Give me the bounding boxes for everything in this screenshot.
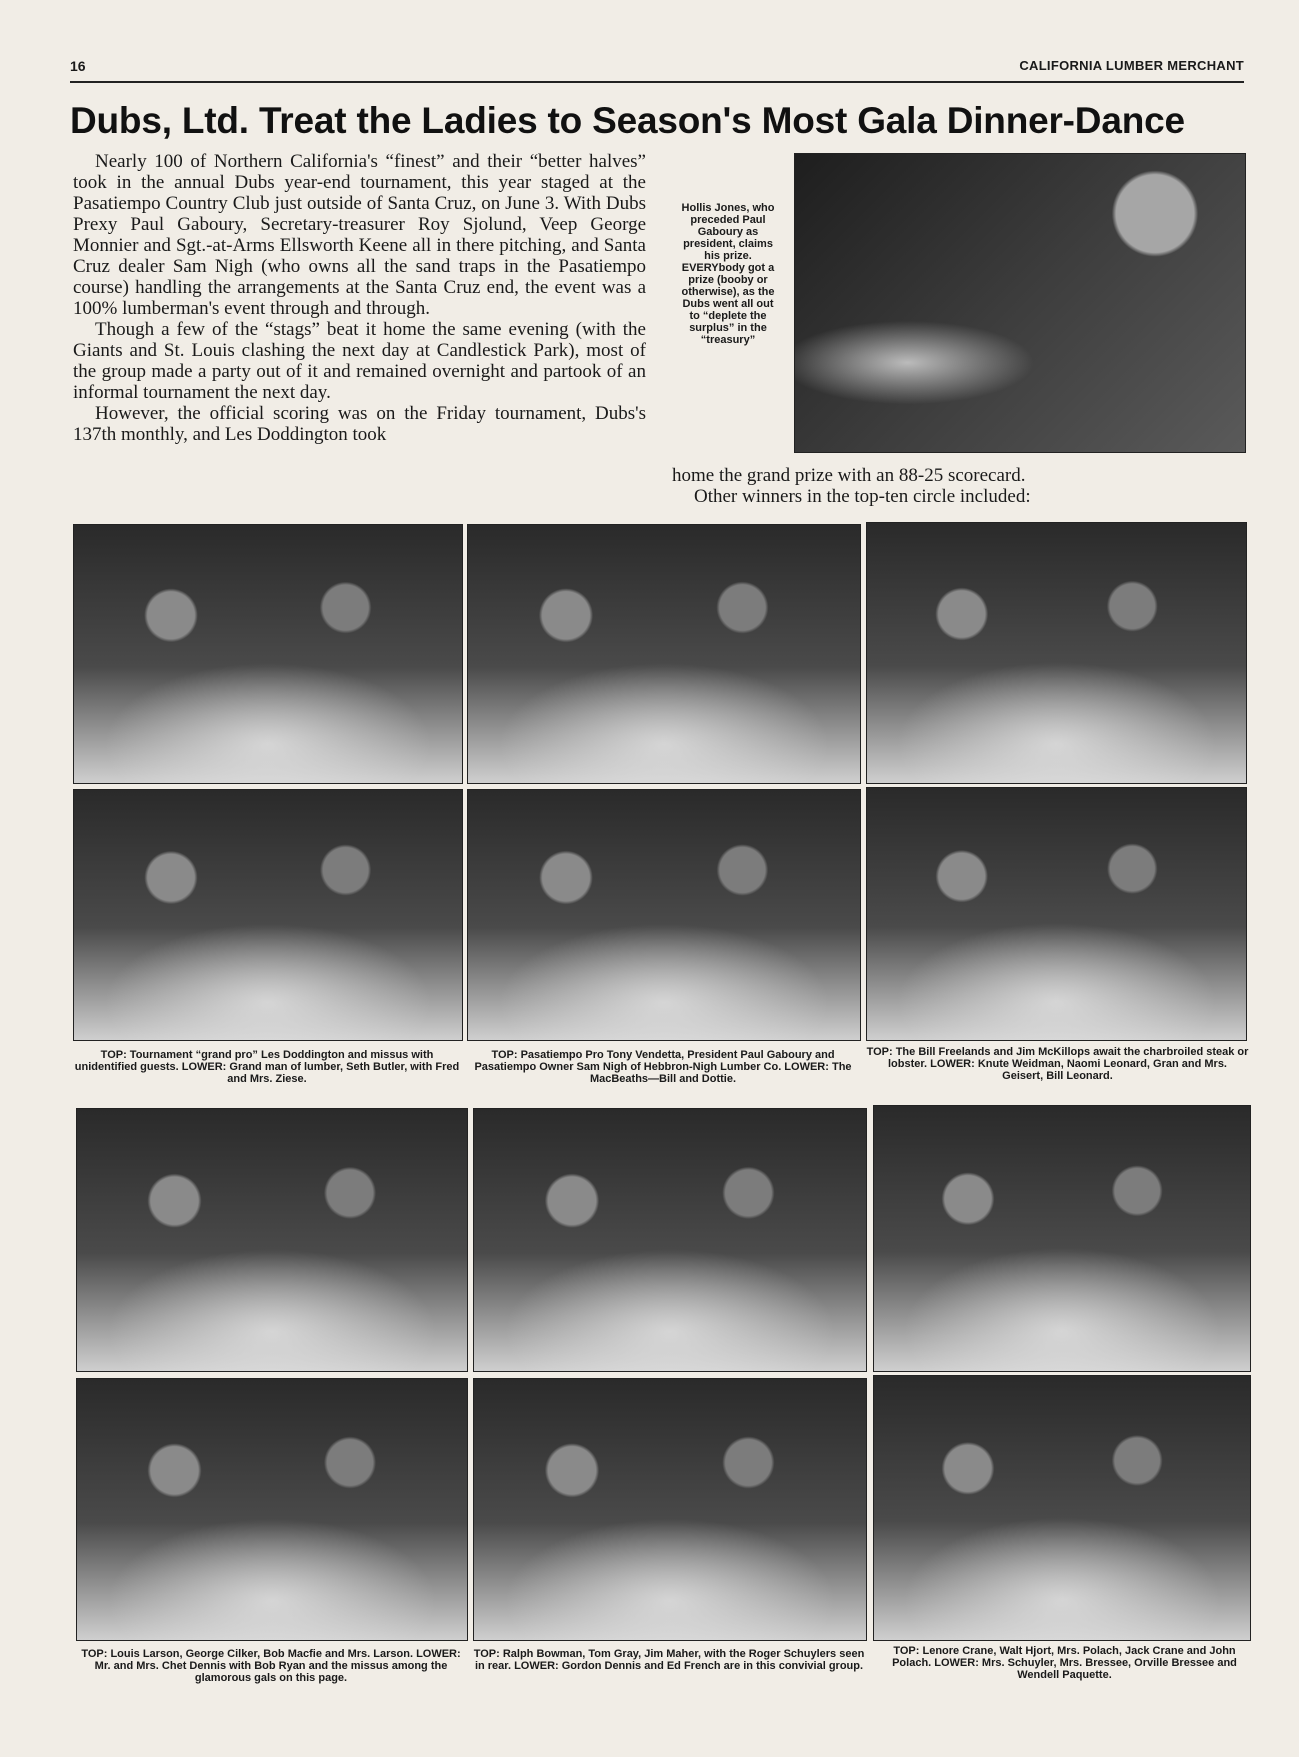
feature-photo-caption: Hollis Jones, who preceded Paul Gaboury as president, claims his prize. EVERYbody got a prize (booby or otherwise), as the Dubs went all out to “deplete the surplus” in the “treasury” [681,202,775,346]
photo [73,524,463,784]
photo [73,789,463,1041]
photo [873,1375,1251,1641]
article-headline: Dubs, Ltd. Treat the Ladies to Season's Most Gala Dinner-Dance [70,100,1185,141]
article-paragraph: Other winners in the top-ten circle included: [694,486,1031,507]
photo-caption: TOP: Pasatiempo Pro Tony Vendetta, President Paul Gaboury and Pasatiempo Owner Sam Nigh of Hebbron-Nigh Lumber Co. LOWER: The MacBeaths—Bill and Dottie. [474,1049,852,1085]
photo [873,1105,1251,1372]
photo-caption: TOP: Lenore Crane, Walt Hjort, Mrs. Polach, Jack Crane and John Polach. LOWER: Mrs. Schuyler, Mrs. Bressee, Orville Bressee and Wendell Paquette. [892,1645,1237,1681]
photo [76,1378,468,1641]
feature-photo [794,153,1246,453]
page-number: 16 [70,58,86,74]
photo-caption: TOP: Ralph Bowman, Tom Gray, Jim Maher, with the Roger Schuylers seen in rear. LOWER: Gordon Dennis and Ed French are in this convivial group. [473,1648,865,1672]
photo [467,524,861,784]
article-paragraph: Nearly 100 of Northern California's “finest” and their “better halves” took in the annual Dubs year-end tournament, this year staged at the Pasatiempo Country Club just outside of Santa Cruz, on June 3. With Dubs Prexy Paul Gaboury, Secretary-treasurer Roy Sjolund, Veep George Monnier and Sgt.-at-Arms Ellsworth Keene all in there pitching, and Santa Cruz dealer Sam Nigh (who owns all the sand traps in the Pasatiempo course) handling the arrangements at the Santa Cruz end, the event was a 100% lumberman's event through and through. [73,151,646,319]
photo-caption: TOP: Tournament “grand pro” Les Doddington and missus with unidentified guests. LOWER: Grand man of lumber, Seth Butler, with Fred and Mrs. Ziese. [74,1049,460,1085]
photo [76,1108,468,1372]
photo-caption: TOP: Louis Larson, George Cilker, Bob Macfie and Mrs. Larson. LOWER: Mr. and Mrs. Chet Dennis with Bob Ryan and the missus among the glamorous gals on this page. [81,1648,461,1684]
photo [473,1378,867,1641]
article-paragraph: Though a few of the “stags” beat it home the same evening (with the Giants and St. Louis clashing the next day at Candlestick Park), most of the group made a party out of it and remained overnight and partook of an informal tournament the next day. [73,319,646,403]
article-continuation [672,465,1122,507]
article-paragraph: home the grand prize with an 88-25 scorecard. [672,465,1026,486]
photo-caption: TOP: The Bill Freelands and Jim McKillops await the charbroiled steak or lobster. LOWER: Knute Weidman, Naomi Leonard, Gran and Mrs. Geisert, Bill Leonard. [866,1046,1249,1082]
photo [866,522,1247,784]
running-header [70,55,1244,83]
article-paragraph: However, the official scoring was on the Friday tournament, Dubs's 137th monthly, and Les Doddington took [73,403,646,445]
article-body [73,151,646,445]
photo [467,789,861,1041]
publication-name: CALIFORNIA LUMBER MERCHANT [1019,58,1244,73]
photo [473,1108,867,1372]
photo [866,787,1247,1041]
